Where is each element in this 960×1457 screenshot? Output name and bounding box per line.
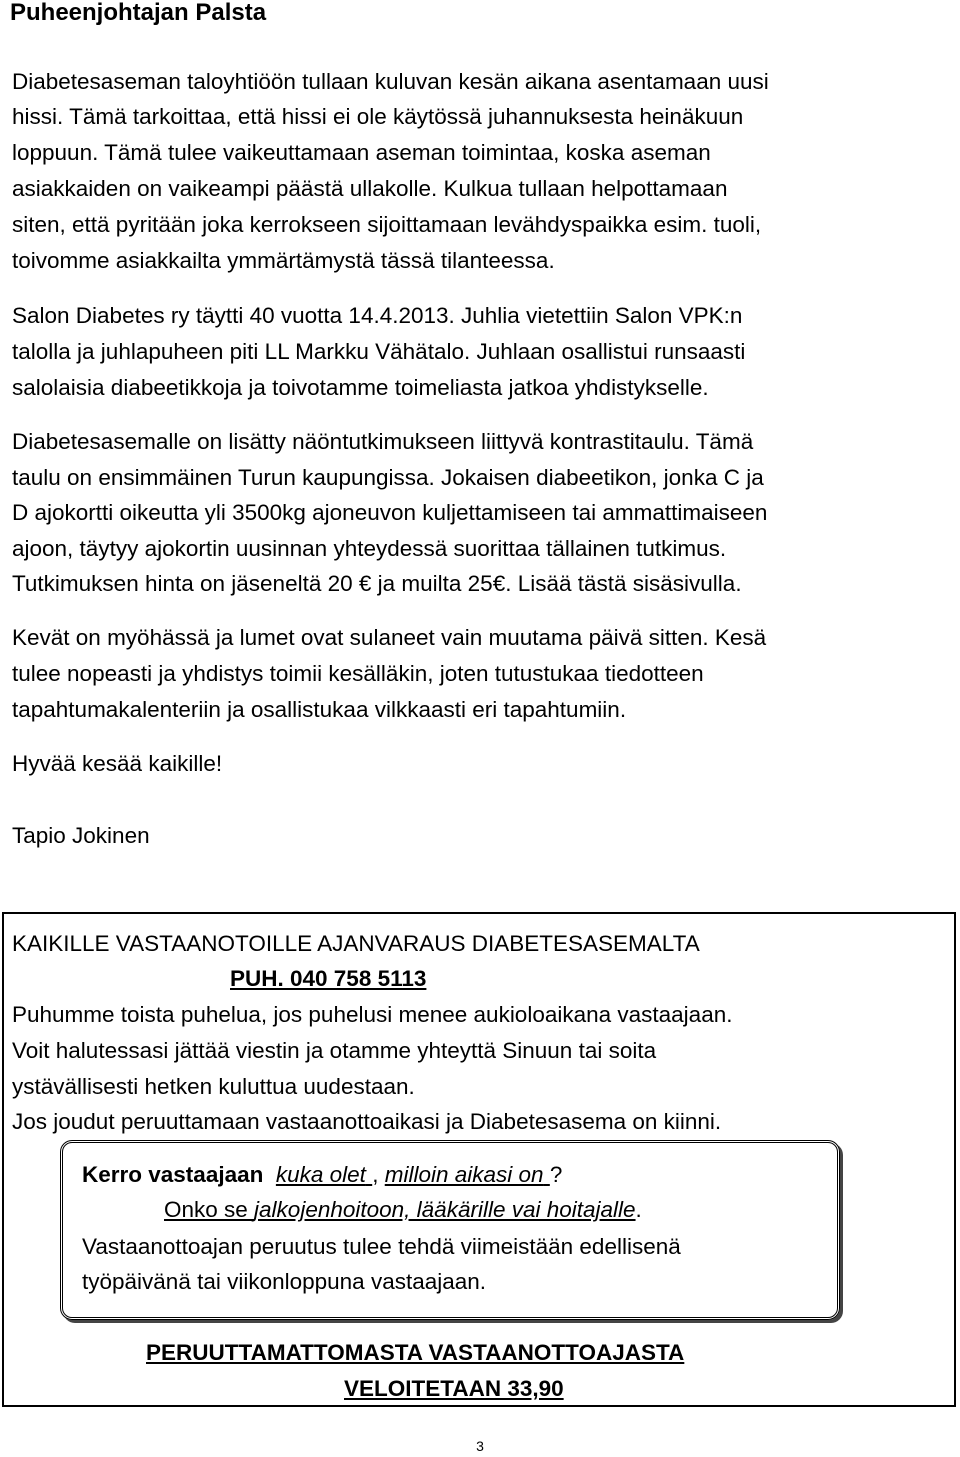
- paragraph-line: toivomme asiakkailta ymmärtämystä tässä tilanteessa.: [12, 248, 555, 273]
- inner-line-3: Vastaanottoajan peruutus tulee tehdä viimeistään edellisenä: [82, 1234, 681, 1259]
- paragraph-line: tapahtumakalenteriin ja osallistukaa vilkkaasti eri tapahtumiin.: [12, 697, 627, 722]
- paragraph-line: D ajokortti oikeutta yli 3500kg ajoneuvon kuljettamiseen tai ammattimaiseen: [12, 500, 768, 525]
- paragraph-line: Salon Diabetes ry täytti 40 vuotta 14.4.2013. Juhlia vietettiin Salon VPK:n: [12, 303, 743, 328]
- paragraph-line: taulu on ensimmäinen Turun kaupungissa. Jokaisen diabeetikon, jonka C ja: [12, 465, 764, 490]
- notice-line: Voit halutessasi jättää viestin ja otamme yhteyttä Sinuun tai soita: [12, 1038, 657, 1063]
- inner-line-1: [82, 1160, 562, 1190]
- comma: ,: [372, 1162, 379, 1187]
- paragraph-line: tulee nopeasti ja yhdistys toimii kesälläkin, joten tutustukaa tiedotteen: [12, 661, 704, 686]
- kerro-label: Kerro vastaajaan: [82, 1162, 264, 1187]
- onko-lead: Onko se: [164, 1197, 255, 1222]
- paragraph-line: Tutkimuksen hinta on jäseneltä 20 € ja muilta 25€. Lisää tästä sisäsivulla.: [12, 571, 742, 596]
- kuka-olet: kuka olet: [275, 1162, 366, 1187]
- notice-line: ystävällisesti hetken kuluttua uudestaan.: [12, 1074, 415, 1099]
- signature-name: Tapio Jokinen: [12, 823, 150, 848]
- paragraph-line: hissi. Tämä tarkoittaa, että hissi ei ole käytössä juhannuksesta heinäkuun: [12, 104, 744, 129]
- inner-line-2: [164, 1195, 642, 1225]
- page-number: 3: [476, 1438, 484, 1454]
- phone-number: PUH. 040 758 5113: [230, 966, 427, 991]
- paragraph-line: Kevät on myöhässä ja lumet ovat sulaneet vain muutama päivä sitten. Kesä: [12, 625, 767, 650]
- question-mark: ?: [549, 1162, 563, 1187]
- notice-heading: KAIKILLE VASTAANOTOILLE AJANVARAUS DIABETESASEMALTA: [12, 931, 700, 956]
- paragraph-line: loppuun. Tämä tulee vaikeuttamaan aseman toimintaa, koska aseman: [12, 140, 711, 165]
- page-title: Puheenjohtajan Palsta: [10, 0, 267, 26]
- paragraph-line: Diabetesasemalle on lisätty näöntutkimukseen liittyvä kontrastitaulu. Tämä: [12, 429, 754, 454]
- paragraph-line: salolaisia diabeetikkoja ja toivotamme toimeliasta jatkoa yhdistykselle.: [12, 375, 709, 400]
- onko-options: jalkojenhoitoon, lääkärille vai hoitajalle: [254, 1197, 636, 1222]
- inner-line-4: työpäivänä tai viikonloppuna vastaajaan.: [82, 1269, 487, 1294]
- paragraph-line: Diabetesaseman taloyhtiöön tullaan kuluvan kesän aikana asentamaan uusi: [12, 69, 769, 94]
- paragraph-line: siten, että pyritään joka kerrokseen sijoittamaan levähdyspaikka esim. tuoli,: [12, 212, 762, 237]
- milloin-aikasi: milloin aikasi on: [384, 1162, 544, 1187]
- notice-line: Jos joudut peruuttamaan vastaanottoaikasi ja Diabetesasema on kiinni.: [12, 1109, 722, 1134]
- period: .: [635, 1197, 642, 1222]
- greeting: Hyvää kesää kaikille!: [12, 751, 223, 776]
- paragraph-line: talolla ja juhlapuheen piti LL Markku Vähätalo. Juhlaan osallistui runsaasti: [12, 339, 746, 364]
- fee-amount: VELOITETAAN 33,90: [344, 1376, 564, 1401]
- notice-line: Puhumme toista puhelua, jos puhelusi menee aukioloaikana vastaajaan.: [12, 1002, 733, 1027]
- paragraph-line: ajoon, täytyy ajokortin uusinnan yhteydessä suorittaa tällainen tutkimus.: [12, 536, 727, 561]
- paragraph-line: asiakkaiden on vaikeampi päästä ullakolle. Kulkua tullaan helpottamaan: [12, 176, 728, 201]
- fee-heading: PERUUTTAMATTOMASTA VASTAANOTTOAJASTA: [146, 1340, 685, 1365]
